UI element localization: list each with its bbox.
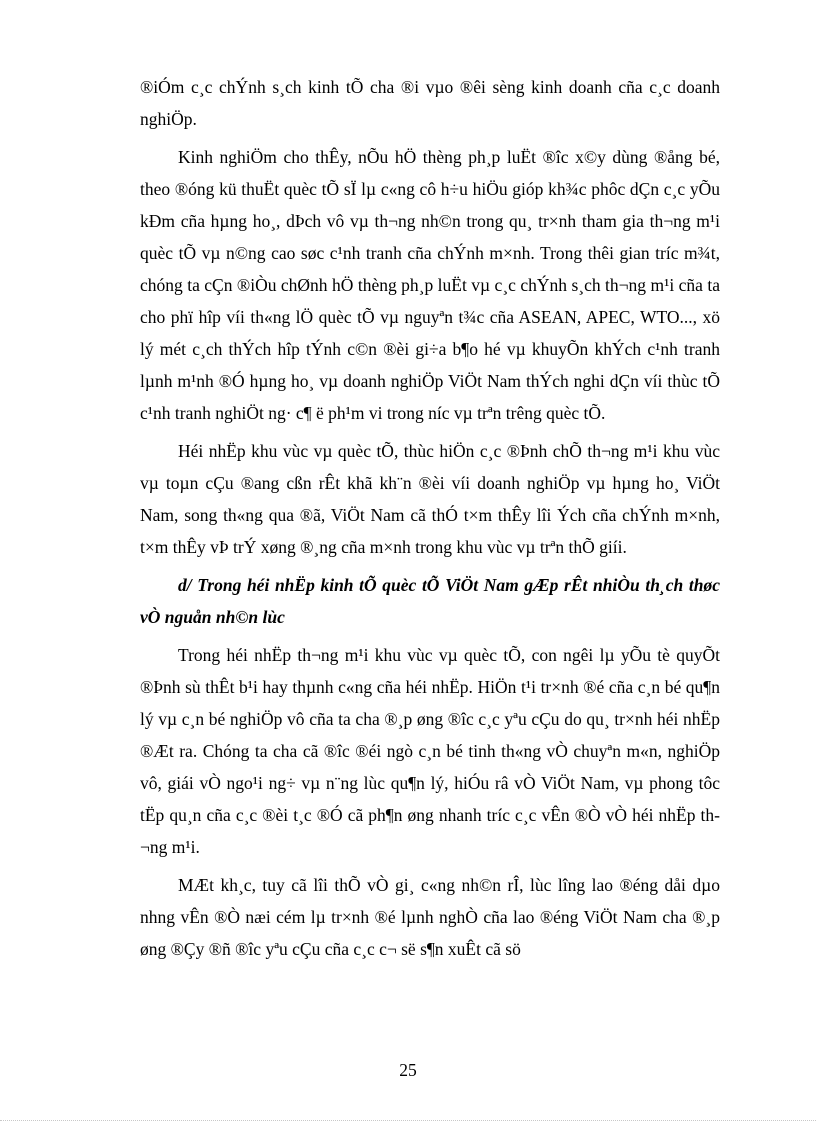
page-bottom-divider [0, 1120, 816, 1121]
paragraph-3: Héi nhËp khu vùc vµ quèc tÕ, thùc hiÖn c¸c ®Þnh chÕ th¬ng m¹i khu vùc vµ toµn cÇu ®ang cßn rÊt khã kh¨n ®èi víi doanh nghiÖp vµ hµng ho¸ ViÖt Nam, song th«ng qua ®ã, ViÖt Nam cã thÓ t×m thÊy lîi Ých cña chÝnh m×nh, t×m thÊy vÞ trÝ xøng ®¸ng cña m×nh trong khu vùc vµ trªn thÕ giíi. [140, 441, 720, 557]
page-number: 25 [399, 1060, 417, 1080]
paragraph-2: Kinh nghiÖm cho thÊy, nÕu hÖ thèng ph¸p luËt ®îc x©y dùng ®ång bé, theo ®óng kü thuËt quèc tÕ sÏ lµ c«ng cô h÷u hiÖu gióp kh¾c phôc dÇn c¸c yÕu kÐm cña hµng ho¸, dÞch vô vµ th¬ng nh©n trong qu¸ tr×nh tham gia th¬ng m¹i quèc tÕ vµ n©ng cao søc c¹nh tranh cña chÝnh m×nh. Trong thêi gian tríc m¾t, chóng ta cÇn ®iÒu chØnh hÖ thèng ph¸p luËt vµ c¸c chÝnh s¸ch th¬ng m¹i cña ta cho phï hîp víi th«ng lÖ quèc tÕ vµ nguyªn t¾c cña ASEAN, APEC, WTO..., xö lý mét c¸ch thÝch hîp tÝnh c©n ®èi gi÷a b¶o hé vµ khuyÕn khÝch c¹nh tranh lµnh m¹nh ®Ó hµng ho¸ vµ doanh nghiÖp ViÖt Nam thÝch nghi dÇn víi thùc tÕ c¹nh tranh nghiÖt ng· c¶ ë ph¹m vi trong níc vµ trªn trêng quèc tÕ. [140, 147, 720, 423]
paragraph-5: MÆt kh¸c, tuy cã lîi thÕ vÒ gi¸ c«ng nh©n rÎ, lùc lîng lao ®éng dåi dµo nhng vÊn ®Ò næi cém lµ tr×nh ®é lµnh nghÒ cña lao ®éng ViÖt Nam cha ®¸p øng ®Çy ®ñ ®îc yªu cÇu cña c¸c c¬ së s¶n xuÊt cã sö [140, 875, 720, 959]
paragraph-1: ®iÓm c¸c chÝnh s¸ch kinh tÕ cha ®i vµo ®êi sèng kinh doanh cña c¸c doanh nghiÖp. [140, 77, 720, 129]
section-heading: d/ Trong héi nhËp kinh tÕ quèc tÕ ViÖt Nam gÆp rÊt nhiÒu th¸ch thøc vÒ nguån nh©n lùc [140, 575, 720, 627]
paragraph-4: Trong héi nhËp th¬ng m¹i khu vùc vµ quèc tÕ, con ngêi lµ yÕu tè quyÕt ®Þnh sù thÊt b¹i hay thµnh c«ng cña héi nhËp. HiÖn t¹i tr×nh ®é cña c¸n bé qu¶n lý vµ c¸n bé nghiÖp vô cña ta cha ®¸p øng ®îc c¸c yªu cÇu do qu¸ tr×nh héi nhËp ®Æt ra. Chóng ta cha cã ®îc ®éi ngò c¸n bé tinh th«ng vÒ chuyªn m«n, nghiÖp vô, giái vÒ ngo¹i ng÷ vµ n¨ng lùc qu¶n lý, hiÓu râ vÒ ViÖt Nam, vµ phong tôc tËp qu¸n cña c¸c ®èi t¸c ®Ó cã ph¶n øng nhanh tríc c¸c vÊn ®Ò vÒ héi nhËp th¬ng m¹i. [140, 645, 720, 857]
body-text [140, 71, 720, 971]
